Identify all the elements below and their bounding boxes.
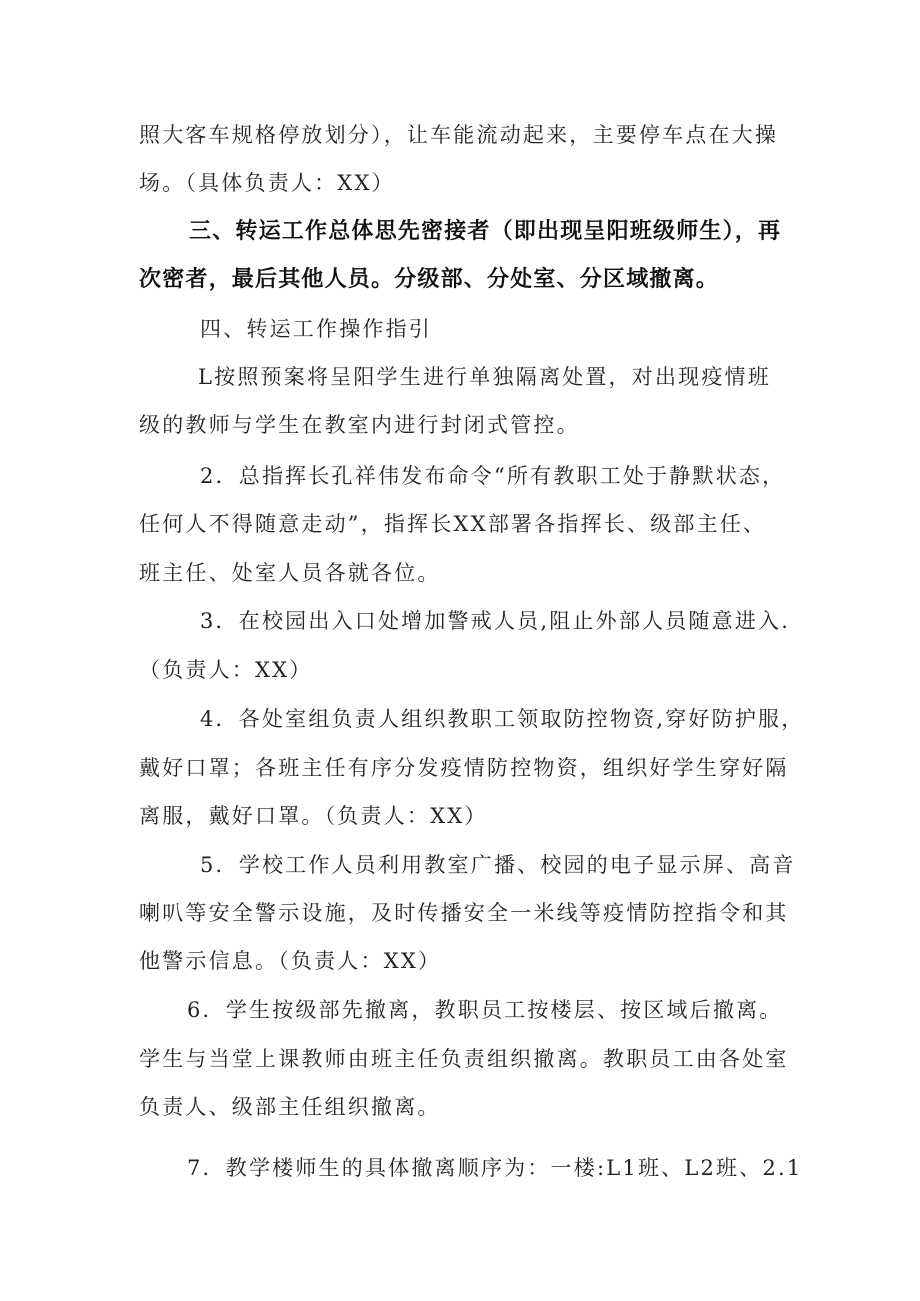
text-line: 班主任、处室人员各就各位。 <box>139 561 441 585</box>
text-line: 他警示信息。（负责人：XX） <box>139 949 442 973</box>
text-line: 场。（具体负责人：XX） <box>139 171 395 195</box>
text-line: L按照预案将呈阳学生进行单独隔离处置，对出现疫情班 <box>198 365 771 389</box>
text-line: 负责人、级部主任组织撤离。 <box>139 1095 441 1119</box>
text-line: 学生与当堂上课教师由班主任负责组织撤离。教职员工由各处室 <box>139 1047 789 1071</box>
text-line: 任何人不得随意走动”，指挥长XX部署各指挥长、级部主任、 <box>139 512 767 536</box>
text-line: 6．学生按级部先撤离，教职员工按楼层、按区域后撤离。 <box>187 998 783 1022</box>
text-line: 喇叭等安全警示设施，及时传播安全一米线等疫情防控指令和其 <box>139 901 789 925</box>
text-line: 戴好口罩；各班主任有序分发疫情防控物资，组织好学生穿好隔 <box>139 756 789 780</box>
text-line: 5．学校工作人员利用教室广播、校园的电子显示屏、高音 <box>200 853 796 877</box>
section-heading-line: 三、转运工作总体思先密接者（即出现呈阳班级师生），再 <box>189 219 782 244</box>
text-line: （负责人：XX） <box>139 658 313 682</box>
text-line: 离服，戴好口罩。（负责人：XX） <box>139 804 488 828</box>
text-line: 级的教师与学生在教室内进行封闭式管控。 <box>139 413 580 437</box>
text-line: 3．在校园出入口处增加警戒人员,阻止外部人员随意进入. <box>200 609 791 633</box>
text-line: 2．总指挥长孔祥伟发布命令“所有教职工处于静默状态， <box>200 464 786 488</box>
text-line: 照大客车规格停放划分），让车能流动起来，主要停车点在大操 <box>139 123 779 147</box>
text-line: 7．教学楼师生的具体撤离顺序为：一楼:L1班、L2班、2.1 <box>187 1156 803 1180</box>
section-heading-line: 次密者，最后其他人员。分级部、分处室、分区域撤离。 <box>139 267 720 292</box>
text-line: 4．各处室组负责人组织教职工领取防控物资,穿好防护服， <box>200 707 805 731</box>
section-heading-line: 四、转运工作操作指引 <box>200 317 432 341</box>
